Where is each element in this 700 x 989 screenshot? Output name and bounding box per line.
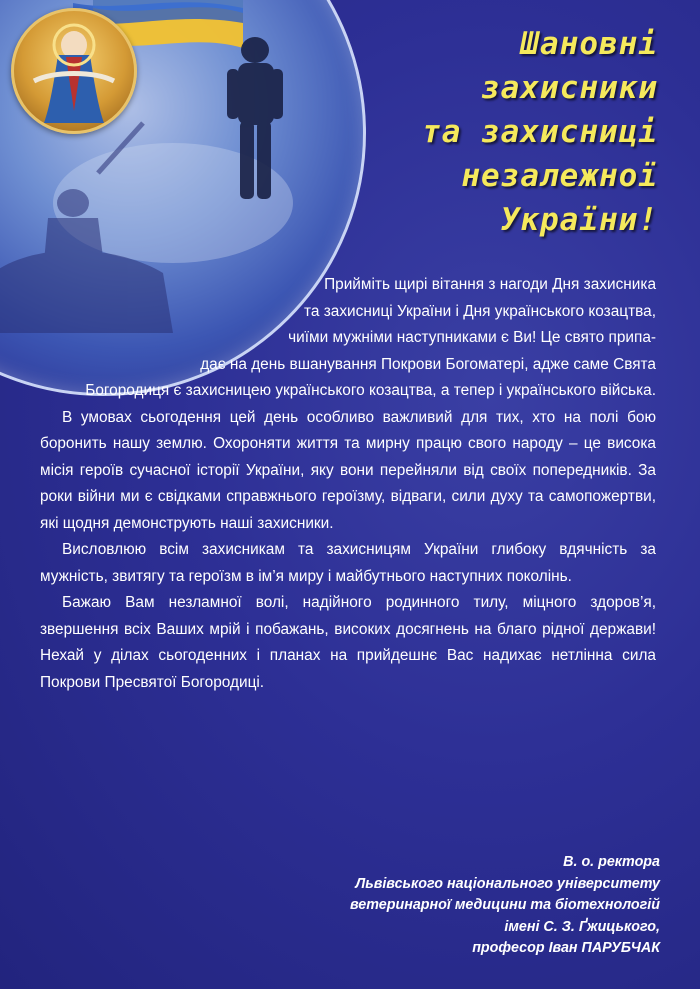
intro-line: та захисниці України і Дня українського козацтва,	[304, 302, 656, 320]
religious-icon-badge-icon	[11, 8, 137, 134]
greeting-body	[40, 272, 656, 696]
intro-line: дає на день вшанування Покрови Богоматері, адже саме Свята	[200, 355, 656, 373]
intro-paragraph	[40, 272, 656, 405]
body-paragraph: Висловлюю всім захисникам та захисницям України глибоку вдячність за мужність, звитягу та героїзм в ім’я миру і майбутнього наступних поколінь.	[40, 541, 656, 585]
signature-line: В. о. ректора	[563, 854, 660, 870]
title-line: незалежної	[461, 158, 658, 194]
body-paragraph: Бажаю Вам незламної волі, надійного родинного тилу, міцного здоров’я, звершення всіх Ваших мрій і побажань, високих досягнень на благо рідної держави! Нехай у ділах сьогоденних і планах на прийдешнє Вас надихає нетлінна сила Покрови Пресвятої Богородиці.	[40, 594, 656, 691]
body-paragraph: В умовах сьогодення цей день особливо важливий для тих, хто на полі бою боронить нашу землю. Охороняти життя та мирну працю свого народу – це висока місія героїв сучасної історії України, яку вони перейняли від своїх попередників. За роки війни ми є свідками справжнього героїзму, відваги, сили духу та самопожертви, які щодня демонструють наші захисники.	[40, 408, 656, 532]
signature-line: імені С. З. Ґжицького,	[504, 918, 660, 935]
title-line: Шановні	[520, 26, 658, 62]
intro-line: чиїми мужніми наступниками є Ви! Це свято припа-	[288, 329, 656, 346]
signature-block	[240, 852, 660, 960]
signature-line: Львівського національного університету	[355, 875, 660, 892]
signature-line: професор Іван ПАРУБЧАК	[472, 940, 660, 956]
greeting-title	[298, 22, 658, 242]
intro-line: Богородиця є захисницею українського козацтва, а тепер і українського війська.	[85, 382, 656, 399]
title-line: та захисниці	[422, 114, 658, 150]
title-line: України!	[500, 202, 658, 238]
intro-line: Прийміть щирі вітання з нагоди Дня захисника	[324, 276, 656, 293]
title-line: захисники	[481, 70, 658, 106]
signature-line: ветеринарної медицини та біотехнологій	[350, 897, 660, 913]
